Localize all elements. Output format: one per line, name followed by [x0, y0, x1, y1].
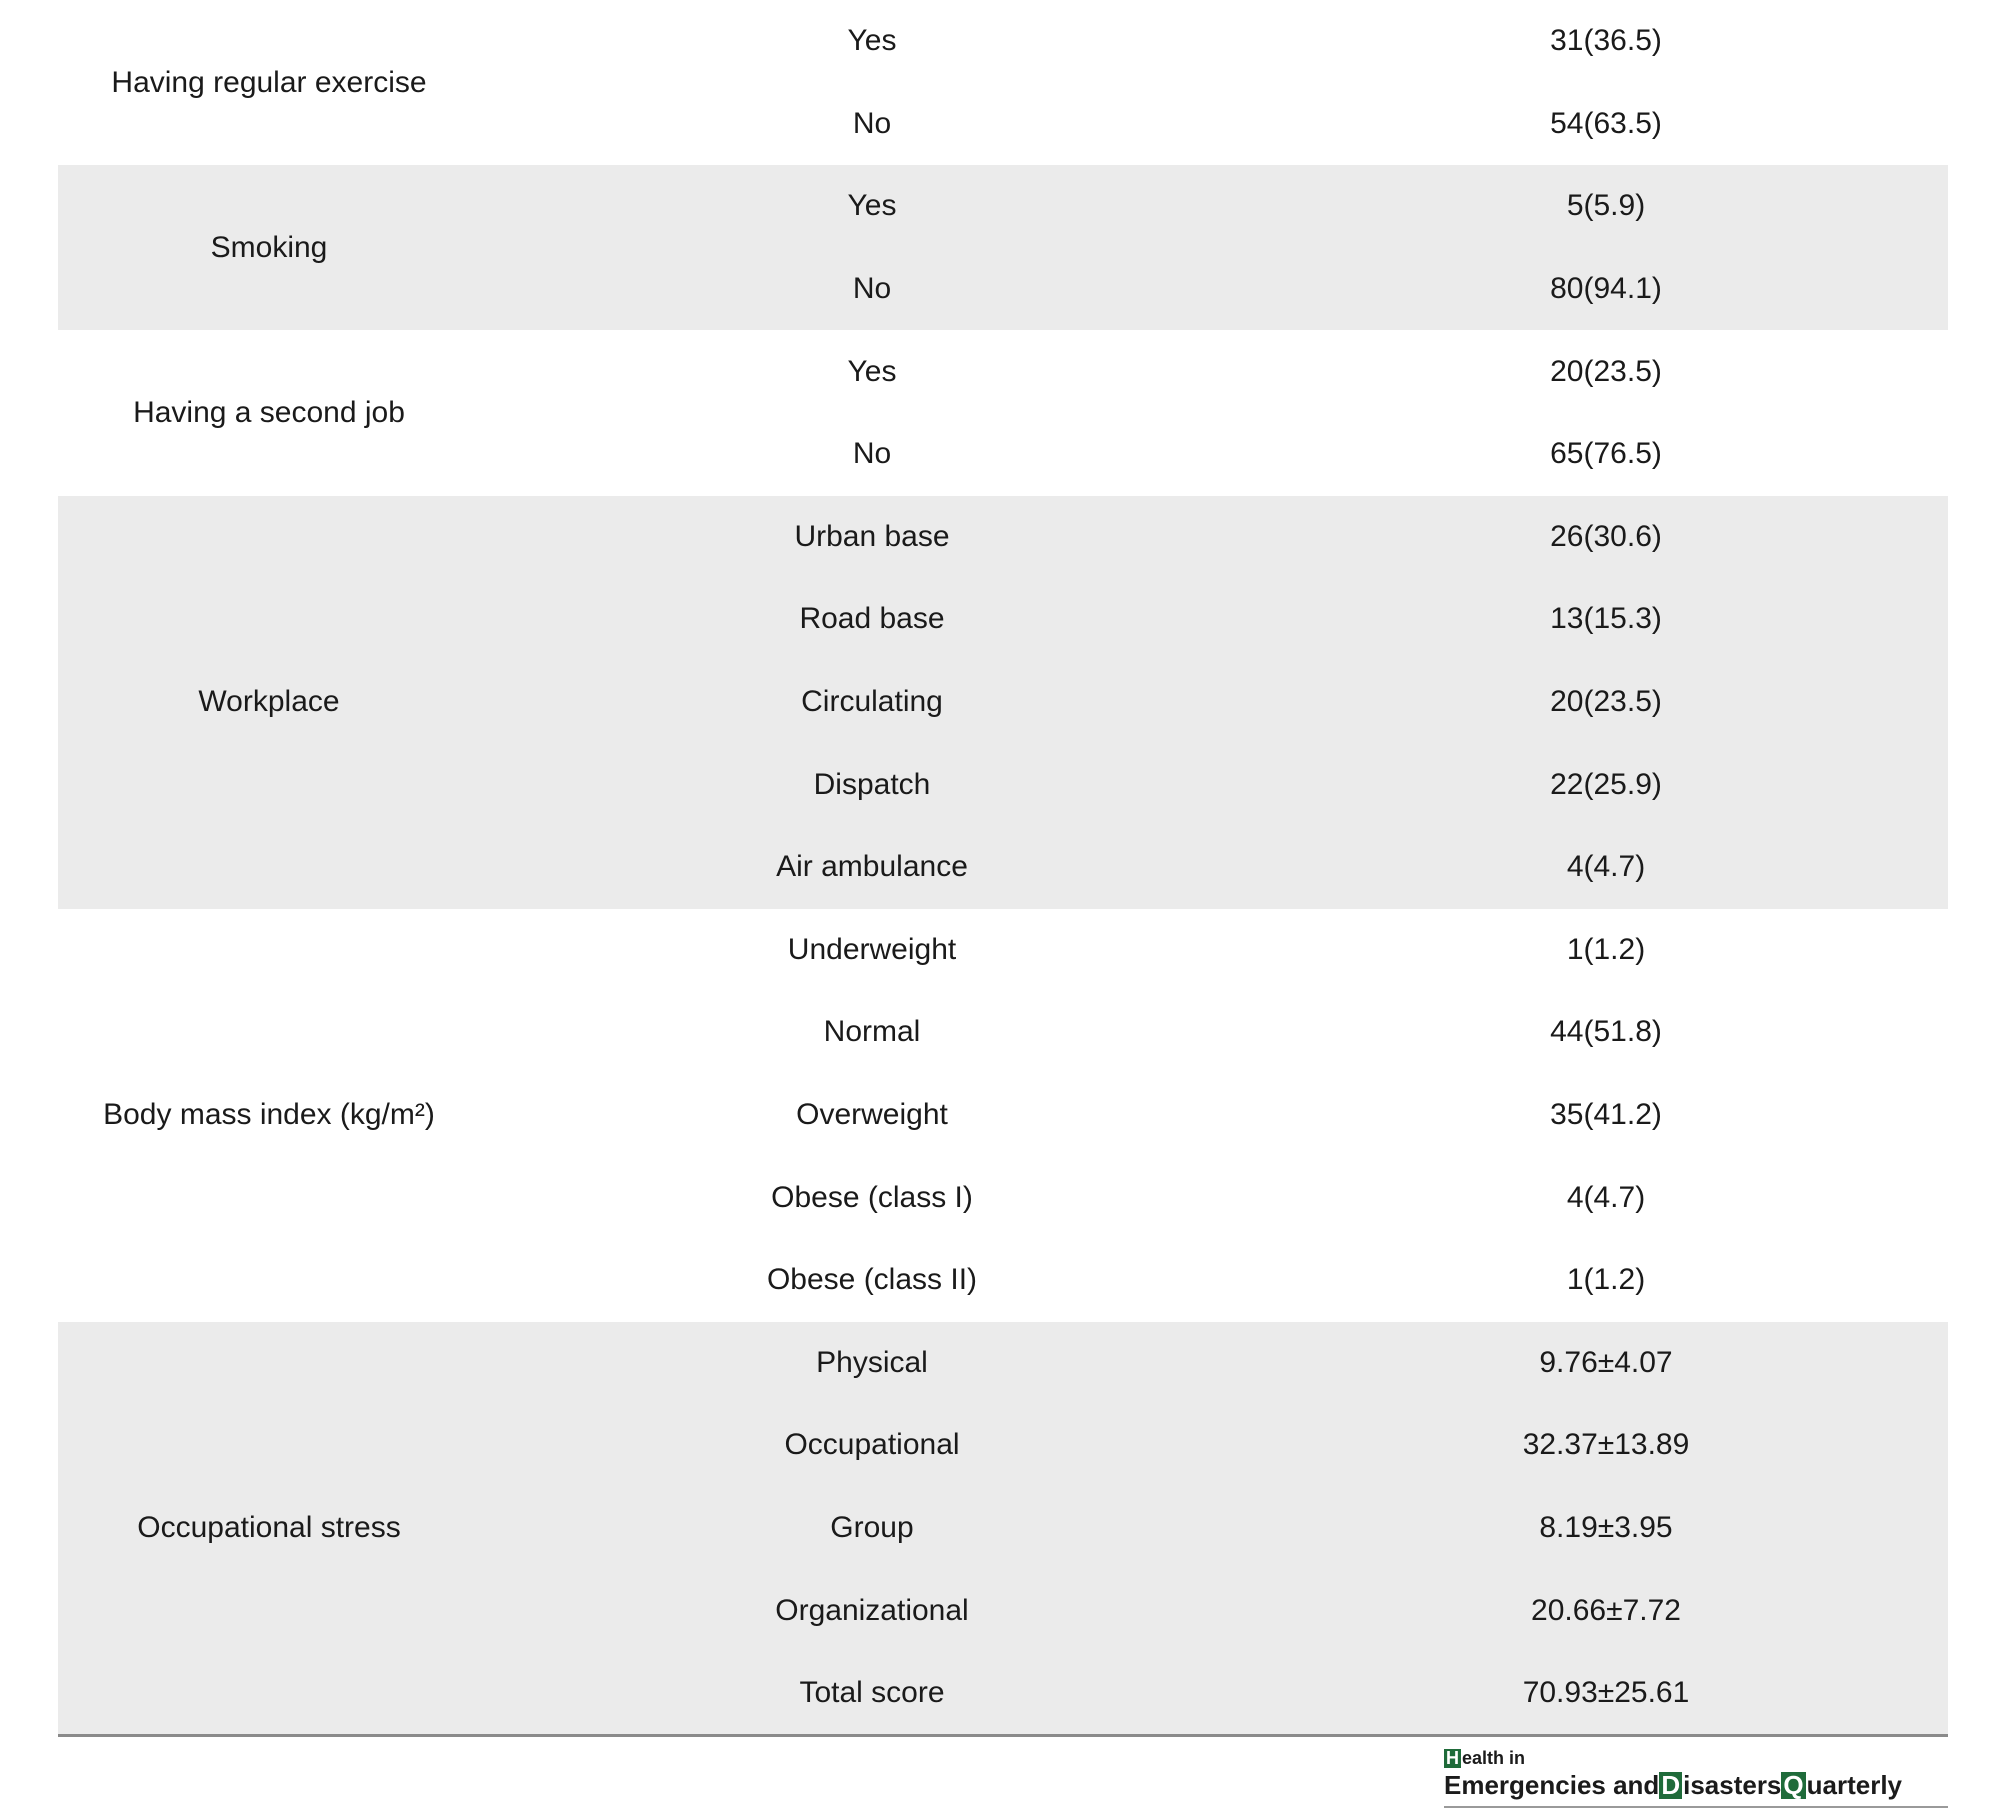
- value-cell: 22(25.9): [1550, 767, 1662, 801]
- value-cell: 4(4.7): [1566, 850, 1646, 884]
- table-row: [480, 413, 1948, 496]
- category-cell: Dispatch: [813, 767, 931, 801]
- logo-disasters-text: isasters: [1683, 1770, 1782, 1800]
- table-bottom-rule: [58, 1734, 1948, 1737]
- value-cell: 70.93±25.61: [1522, 1676, 1690, 1710]
- table-group: [58, 0, 1948, 165]
- category-cell: No: [852, 106, 892, 140]
- category-cell: Circulating: [801, 685, 943, 719]
- category-cell: Obese (class I): [771, 1180, 973, 1214]
- table-row: [480, 1156, 1948, 1239]
- value-cell: 26(30.6): [1550, 519, 1662, 553]
- table-row: [480, 1404, 1948, 1487]
- table-group: [58, 1322, 1948, 1735]
- table-row: [480, 909, 1948, 992]
- value-cell: 1(1.2): [1566, 932, 1646, 966]
- variable-label: Occupational stress: [137, 1510, 401, 1544]
- table-row: [480, 1322, 1948, 1405]
- category-cell: Overweight: [796, 1098, 948, 1132]
- value-cell: 5(5.9): [1566, 189, 1646, 223]
- category-cell: Yes: [847, 354, 897, 388]
- table-row: [480, 0, 1948, 83]
- table-row: [480, 330, 1948, 413]
- table-row: [480, 661, 1948, 744]
- value-cell: 44(51.8): [1550, 1015, 1662, 1049]
- category-cell: Air ambulance: [776, 850, 968, 884]
- category-cell: Occupational: [784, 1428, 960, 1462]
- table-row: [480, 991, 1948, 1074]
- variable-label: Body mass index (kg/m²): [103, 1098, 435, 1132]
- value-cell: 80(94.1): [1550, 272, 1662, 306]
- logo-quarterly-text: uarterly: [1806, 1770, 1903, 1800]
- table-row: [480, 165, 1948, 248]
- category-cell: Road base: [799, 602, 945, 636]
- category-cell: Underweight: [787, 932, 957, 966]
- category-cell: Normal: [823, 1015, 921, 1049]
- logo-initial-h: H: [1446, 1748, 1459, 1769]
- table-group: [58, 909, 1948, 1322]
- category-cell: Urban base: [794, 519, 950, 553]
- logo-line-1-text: ealth in: [1462, 1748, 1526, 1768]
- category-cell: Obese (class II): [766, 1263, 978, 1297]
- variable-label: Having regular exercise: [111, 65, 427, 99]
- logo-line-2: [1444, 1770, 1902, 1801]
- table-row: [480, 743, 1948, 826]
- data-table: [58, 0, 1948, 1734]
- value-cell: 32.37±13.89: [1522, 1428, 1690, 1462]
- logo-initial-q: Q: [1783, 1769, 1804, 1800]
- value-cell: 54(63.5): [1550, 106, 1662, 140]
- value-cell: 31(36.5): [1550, 24, 1662, 58]
- table-row: [480, 83, 1948, 166]
- variable-label: Workplace: [198, 685, 340, 719]
- logo-emergencies-text: Emergencies and: [1444, 1770, 1660, 1800]
- value-cell: 8.19±3.95: [1539, 1510, 1673, 1544]
- table-row: [480, 1239, 1948, 1322]
- table-row: [480, 1569, 1948, 1652]
- category-cell: No: [852, 272, 892, 306]
- category-cell: No: [852, 437, 892, 471]
- table-row: [480, 826, 1948, 909]
- variable-label: Having a second job: [133, 395, 405, 429]
- category-cell: Physical: [816, 1345, 928, 1379]
- table-row: [480, 496, 1948, 579]
- category-cell: Organizational: [775, 1593, 969, 1627]
- value-cell: 20(23.5): [1550, 685, 1662, 719]
- table-row: [480, 1074, 1948, 1157]
- table-group: [58, 496, 1948, 909]
- logo-underline: [1444, 1806, 1948, 1808]
- table-row: [480, 1652, 1948, 1735]
- category-cell: Yes: [847, 189, 897, 223]
- value-cell: 20.66±7.72: [1531, 1593, 1681, 1627]
- journal-logo: [1444, 1748, 1948, 1808]
- table-row: [480, 578, 1948, 661]
- variable-label: Smoking: [210, 230, 328, 264]
- value-cell: 65(76.5): [1550, 437, 1662, 471]
- table-row: [480, 248, 1948, 331]
- value-cell: 4(4.7): [1566, 1180, 1646, 1214]
- category-cell: Total score: [799, 1676, 945, 1710]
- category-cell: Yes: [847, 24, 897, 58]
- value-cell: 13(15.3): [1550, 602, 1662, 636]
- table-group: [58, 330, 1948, 495]
- table-row: [480, 1487, 1948, 1570]
- value-cell: 35(41.2): [1550, 1098, 1662, 1132]
- logo-line-1: [1444, 1748, 1525, 1769]
- value-cell: 9.76±4.07: [1539, 1345, 1673, 1379]
- value-cell: 20(23.5): [1550, 354, 1662, 388]
- value-cell: 1(1.2): [1566, 1263, 1646, 1297]
- category-cell: Group: [830, 1510, 914, 1544]
- table-group: [58, 165, 1948, 330]
- logo-initial-d: D: [1661, 1769, 1681, 1800]
